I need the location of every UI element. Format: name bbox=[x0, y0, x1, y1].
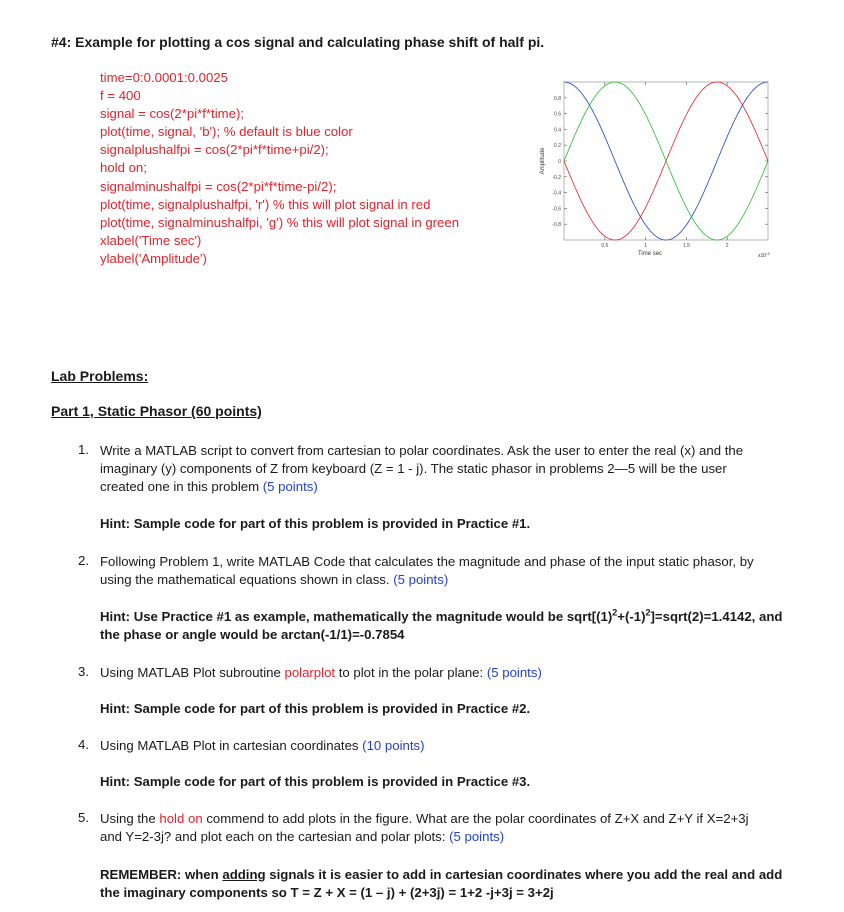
superscript: 2 bbox=[612, 607, 618, 618]
lab-problems-title: Lab Problems: bbox=[51, 368, 149, 384]
remember-text: signals it is easier to add in cartesian coordinates where you add the real and add bbox=[269, 867, 783, 882]
code-block bbox=[100, 69, 459, 268]
y-tick-label: -0.6 bbox=[552, 206, 561, 213]
problem-2-hint bbox=[100, 608, 800, 644]
problem-1-line: Write a MATLAB script to convert from cartesian to polar coordinates. Ask the user to enter the real (x) and the bbox=[100, 443, 744, 458]
code-line: signalminushalfpi = cos(2*pi*f*time-pi/2); bbox=[100, 178, 337, 194]
y-tick-label: 0.4 bbox=[554, 127, 561, 134]
problem-4-text-part: Using MATLAB Plot in cartesian coordinates bbox=[100, 738, 359, 753]
x-tick-label: 1.5 bbox=[682, 243, 690, 249]
problem-1-line: imaginary (y) components of Z from keyboard (Z = 1 - j). The static phasor in problems 2—5 will be the user bbox=[100, 461, 727, 476]
hold-on-keyword: hold on bbox=[159, 811, 203, 826]
x-tick-label: 0.5 bbox=[601, 243, 609, 249]
problem-1-line-text: created one in this problem bbox=[100, 479, 260, 494]
x-multiplier-exponent: -3 bbox=[766, 251, 770, 256]
problem-5-text-part: Using the bbox=[100, 811, 156, 826]
problem-5-text-part: and Y=2-3j? and plot each on the cartesian and polar plots: bbox=[100, 829, 446, 844]
hint-text: +(-1) bbox=[617, 609, 646, 624]
x-multiplier-base: x10 bbox=[758, 253, 767, 259]
problem-5-text bbox=[100, 810, 800, 846]
problem-3-hint: Hint: Sample code for part of this problem is provided in Practice #2. bbox=[100, 701, 531, 716]
problem-3-text-part: to plot in the polar plane: bbox=[338, 665, 484, 680]
problem-5-line bbox=[100, 828, 800, 846]
y-axis-label: Amplitude bbox=[540, 147, 546, 175]
remember-text: REMEMBER: when bbox=[100, 867, 219, 882]
code-line: signal = cos(2*pi*f*time); bbox=[100, 106, 245, 122]
remember-line bbox=[100, 866, 800, 884]
problem-number: 5. bbox=[78, 810, 89, 825]
series-line-signalminushalfpi bbox=[564, 82, 768, 240]
y-tick-label: 0 bbox=[558, 159, 561, 165]
remember-line: the imaginary components so T = Z + X = (1 – j) + (2+3j) = 1+2 -j+3j = 3+2j bbox=[100, 885, 554, 900]
problem-4-text bbox=[100, 737, 800, 755]
y-tick-label: -0.2 bbox=[552, 174, 561, 181]
chart-series-group bbox=[564, 82, 768, 240]
part1-title: Part 1, Static Phasor (60 points) bbox=[51, 403, 262, 419]
points-badge: (5 points) bbox=[486, 665, 542, 680]
remember-emphasis: adding bbox=[222, 867, 266, 882]
problem-5-text-part: commend to add plots in the figure. What are the polar coordinates of Z+X and Z+Y if X=2+3j bbox=[206, 811, 749, 826]
code-line: ylabel('Amplitude') bbox=[100, 250, 207, 266]
problem-1-text bbox=[100, 442, 800, 496]
remember-note bbox=[100, 866, 800, 902]
points-badge: (10 points) bbox=[362, 738, 425, 753]
problem-5-line bbox=[100, 810, 800, 828]
hint-text: ]=sqrt(2)=1.4142, and bbox=[650, 609, 783, 624]
problem-1-line bbox=[100, 478, 800, 496]
x-tick-label: 2 bbox=[725, 243, 729, 249]
chart-ticks-group bbox=[552, 82, 768, 249]
code-line: time=0:0.0001:0.0025 bbox=[100, 70, 228, 85]
problem-2-hint-line: the phase or angle would be arctan(-1/1)=-0.7854 bbox=[100, 627, 405, 642]
points-badge: (5 points) bbox=[393, 572, 449, 587]
y-tick-label: -0.8 bbox=[552, 222, 561, 229]
code-line: xlabel('Time sec') bbox=[100, 232, 202, 248]
x-axis-label: Time sec bbox=[637, 251, 663, 257]
y-tick-label: 0.8 bbox=[554, 95, 561, 102]
problem-2-hint-line bbox=[100, 608, 800, 626]
points-badge: (5 points) bbox=[449, 829, 505, 844]
y-tick-label: 0.6 bbox=[554, 111, 561, 118]
problem-3-text bbox=[100, 664, 800, 682]
example-heading: #4: Example for plotting a cos signal and calculating phase shift of half pi. bbox=[51, 34, 545, 50]
phase-shift-chart bbox=[537, 80, 773, 266]
problem-2-line bbox=[100, 571, 800, 589]
problem-4-hint: Hint: Sample code for part of this problem is provided in Practice #3. bbox=[100, 774, 531, 789]
code-line: hold on; bbox=[100, 160, 147, 176]
hint-text: Hint: Use Practice #1 as example, mathematically the magnitude would be sqrt[(1) bbox=[100, 609, 613, 624]
code-line: f = 400 bbox=[100, 88, 141, 104]
code-line: plot(time, signalminushalfpi, 'g') % this will plot signal in green bbox=[100, 214, 460, 230]
superscript: 2 bbox=[645, 607, 651, 618]
code-line: signalplushalfpi = cos(2*pi*f*time+pi/2); bbox=[100, 142, 329, 158]
code-line: plot(time, signal, 'b'); % default is blue color bbox=[100, 124, 353, 140]
problem-1-hint: Hint: Sample code for part of this problem is provided in Practice #1. bbox=[100, 516, 531, 531]
problem-number: 1. bbox=[78, 442, 89, 457]
polarplot-keyword: polarplot bbox=[284, 665, 336, 680]
points-badge: (5 points) bbox=[262, 479, 318, 494]
problem-3-text-part: Using MATLAB Plot subroutine bbox=[100, 665, 281, 680]
x-tick-label: 1 bbox=[644, 243, 647, 249]
problem-2-line-text: using the mathematical equations shown in class. bbox=[100, 572, 390, 587]
y-tick-label: -0.4 bbox=[552, 190, 561, 197]
x-axis-multiplier bbox=[758, 251, 770, 259]
problem-number: 4. bbox=[78, 737, 89, 752]
problem-number: 2. bbox=[78, 553, 89, 568]
problem-2-line: Following Problem 1, write MATLAB Code that calculates the magnitude and phase of the input static phasor, by bbox=[100, 554, 754, 569]
code-line: plot(time, signalplushalfpi, 'r') % this will plot signal in red bbox=[100, 196, 431, 212]
y-tick-label: 0.2 bbox=[554, 143, 561, 150]
problem-number: 3. bbox=[78, 664, 89, 679]
problem-2-text bbox=[100, 553, 800, 589]
